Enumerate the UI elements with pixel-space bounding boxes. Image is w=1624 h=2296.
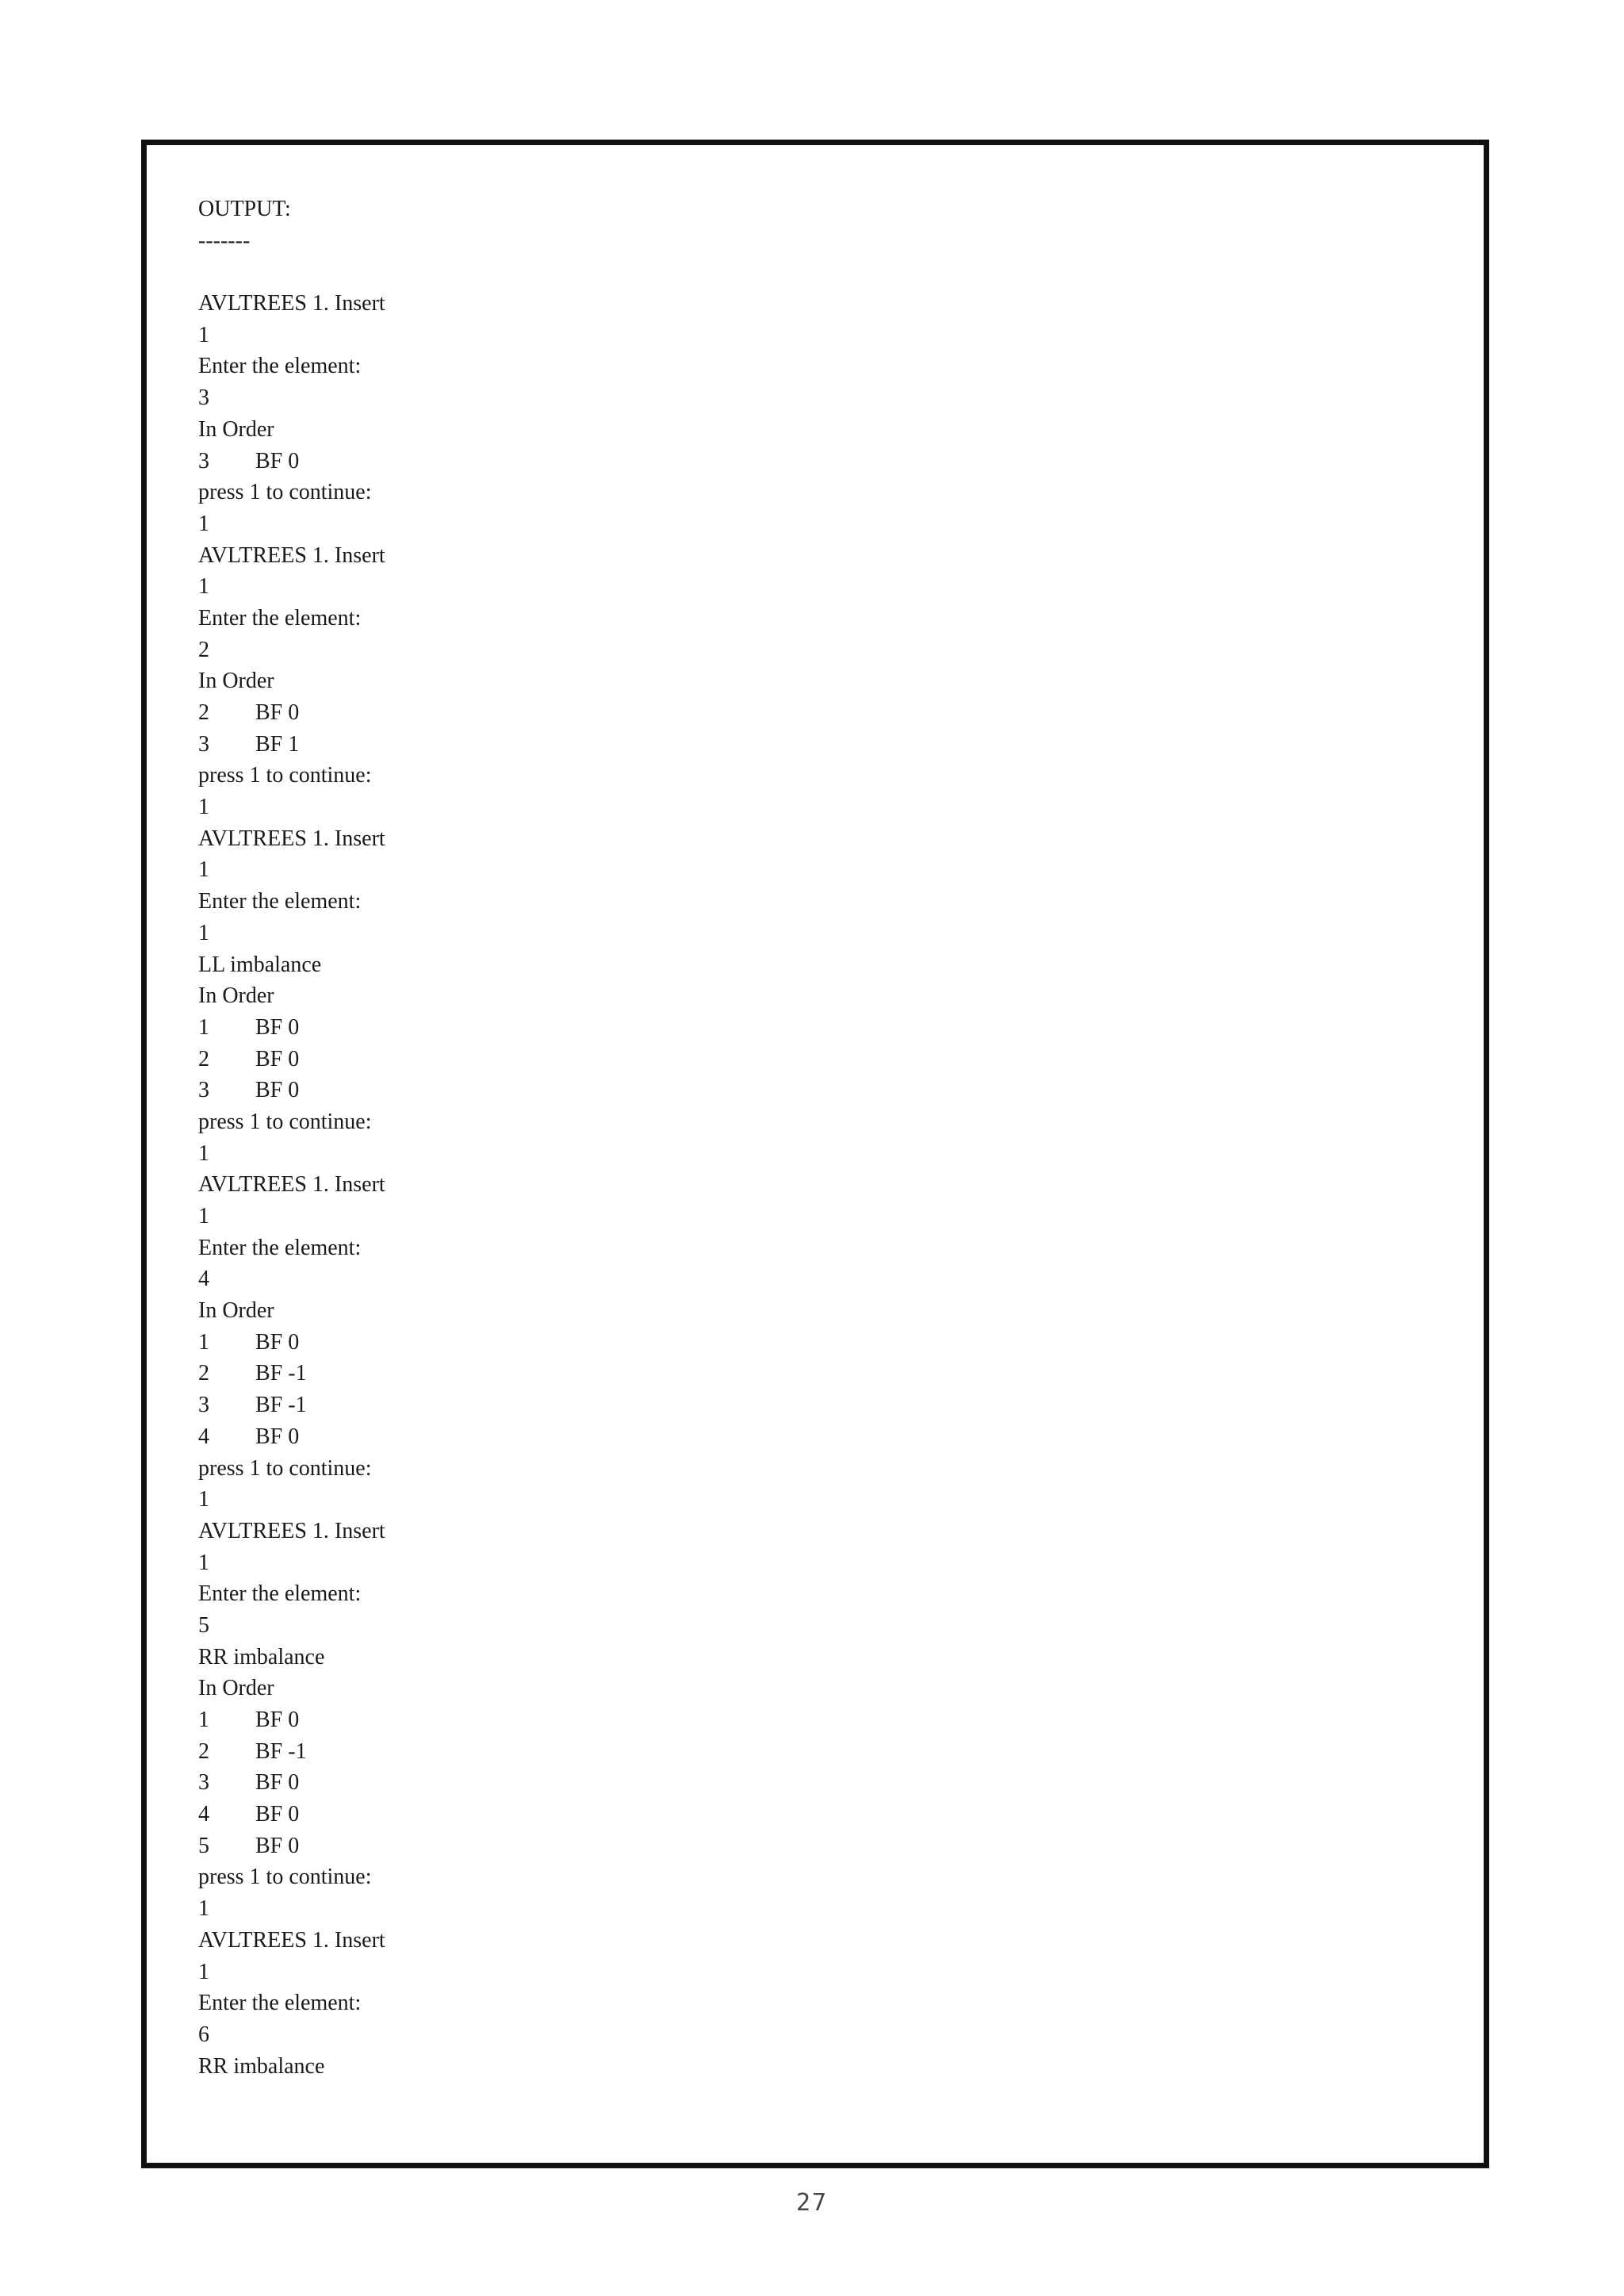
inorder-entry [198,729,1388,761]
output-line: Enter the element: [198,354,362,379]
node-value: 5 [198,1833,209,1858]
output-line: In Order [198,669,274,694]
output-line: AVLTREES 1. Insert [198,1172,385,1198]
balance-factor: BF -1 [255,1738,307,1764]
inorder-entry [198,1389,1388,1421]
balance-factor: BF 0 [255,1708,300,1732]
node-value: 2 [198,1738,209,1764]
balance-factor: BF -1 [255,1361,307,1386]
inorder-entry [198,1044,1388,1075]
output-line: 1 [198,795,209,820]
output-line: In Order [198,416,274,442]
output-line: AVLTREES 1. Insert [198,1927,385,1953]
output-line: AVLTREES 1. Insert [198,542,385,568]
output-line: 1 [198,1896,209,1922]
output-line: Enter the element: [198,605,362,631]
output-line: In Order [198,1298,274,1324]
balance-factor: BF 0 [255,1329,300,1355]
output-line: RR imbalance [198,1644,325,1669]
node-value: 4 [198,1802,209,1827]
balance-factor: BF 0 [255,1802,300,1827]
output-heading: OUTPUT: [198,197,291,221]
inorder-entry [198,1012,1388,1044]
inorder-entry [198,1799,1388,1830]
output-line: In Order [198,1676,274,1701]
balance-factor: BF 0 [255,1046,300,1071]
node-value: 3 [198,448,209,473]
inorder-entry [198,1736,1388,1768]
output-line: 5 [198,1612,209,1638]
inorder-entry [198,1358,1388,1389]
node-value: 2 [198,700,209,725]
node-value: 3 [198,731,209,757]
inorder-entry [198,1075,1388,1106]
node-value: 2 [198,1046,209,1071]
output-line: AVLTREES 1. Insert [198,826,385,851]
output-line: 1 [198,1550,209,1575]
output-line: press 1 to continue: [198,763,372,788]
output-line: press 1 to continue: [198,1109,372,1134]
node-value: 4 [198,1424,209,1449]
inorder-entry [198,1327,1388,1359]
output-line: press 1 to continue: [198,1455,372,1481]
output-line: press 1 to continue: [198,1865,372,1890]
output-line: 1 [198,1959,209,1984]
node-value: 3 [198,1770,209,1796]
inorder-entry [198,1421,1388,1453]
output-line: 1 [198,1140,209,1166]
output-line: 3 [198,385,209,411]
node-value: 2 [198,1361,209,1386]
output-line: 1 [198,920,209,945]
inorder-entry [198,1767,1388,1799]
output-line: Enter the element: [198,1991,362,2016]
program-output [198,194,1388,2082]
output-line: 1 [198,322,209,347]
inorder-entry [198,446,1388,477]
output-line: AVLTREES 1. Insert [198,1518,385,1543]
node-value: 3 [198,1393,209,1418]
output-line: 6 [198,2022,209,2047]
output-line: 1 [198,1487,209,1512]
output-heading-underline: ------- [198,228,251,253]
output-line: press 1 to continue: [198,480,372,505]
output-line: Enter the element: [198,1235,362,1260]
output-line: Enter the element: [198,1581,362,1607]
output-line: AVLTREES 1. Insert [198,291,385,316]
node-value: 1 [198,1014,209,1040]
output-line: In Order [198,983,274,1009]
output-line: 1 [198,857,209,883]
output-lines [198,256,1388,2082]
blank-line [198,256,1388,288]
balance-factor: BF 0 [255,1014,300,1040]
balance-factor: BF 0 [255,1078,300,1103]
balance-factor: BF -1 [255,1393,307,1418]
output-line: LL imbalance [198,952,322,977]
inorder-entry [198,697,1388,729]
node-value: 1 [198,1329,209,1355]
balance-factor: BF 0 [255,1424,300,1449]
balance-factor: BF 0 [255,700,300,725]
inorder-entry [198,1830,1388,1862]
node-value: 1 [198,1708,209,1732]
output-line: RR imbalance [198,2053,325,2079]
output-line: 1 [198,511,209,536]
output-line: 2 [198,637,209,662]
node-value: 3 [198,1078,209,1103]
balance-factor: BF 0 [255,448,300,473]
balance-factor: BF 0 [255,1833,300,1858]
output-line: 1 [198,1204,209,1228]
balance-factor: BF 1 [255,731,300,757]
balance-factor: BF 0 [255,1770,300,1796]
output-line: 4 [198,1267,209,1292]
page-number: 27 [795,2189,829,2217]
output-line: 1 [198,574,209,600]
output-line: Enter the element: [198,889,362,914]
inorder-entry [198,1704,1388,1736]
